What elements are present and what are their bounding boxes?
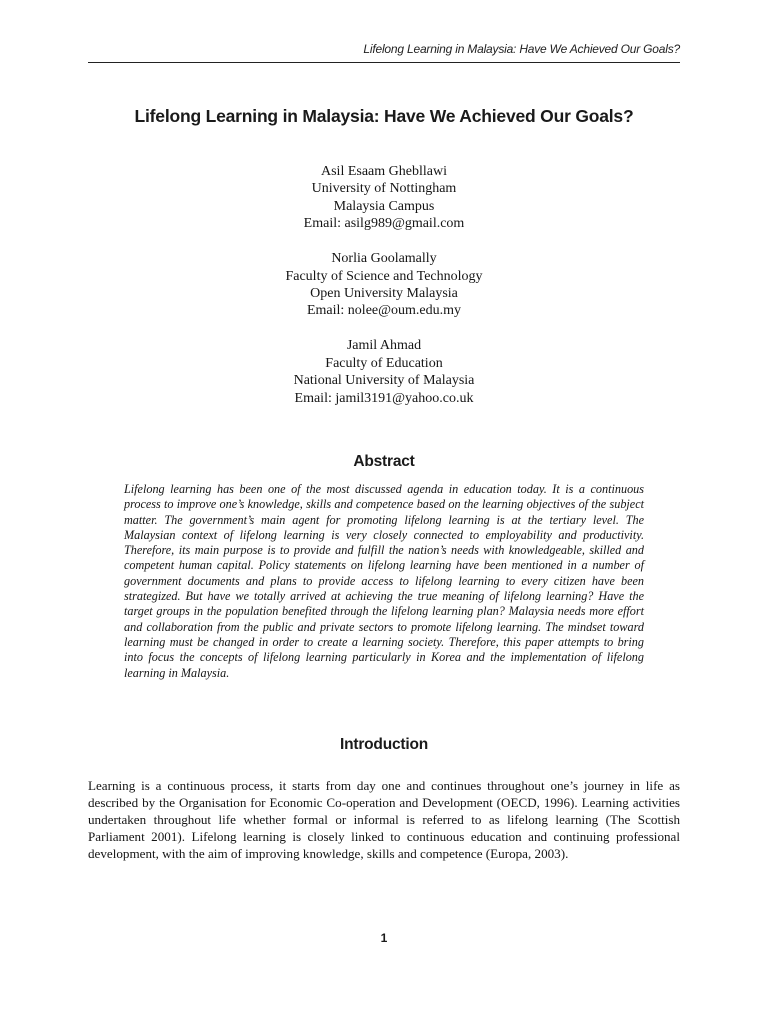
- author-block: [88, 337, 680, 407]
- abstract-text: Lifelong learning has been one of the most discussed agenda in education today. It is a continuous process to improve one’s knowledge, skills and competence based on the learning objectives of the subject matter. The government’s main agent for promoting lifelong learning is at the tertiary level. The Malaysian context of lifelong learning is very closely connected to employability and productivity. Therefore, its main purpose is to provide and fulfill the nation’s needs with knowledgeable, skilled and competent human capital. Policy statements on lifelong learning have been mentioned in a number of government documents and plans to provide access to lifelong learning to every citizen have been strategized. But have we totally arrived at achieving the true meaning of lifelong learning? Have the target groups in the population benefited through the lifelong learning plan? Malaysia needs more effort and collaboration from the public and private sectors to promote lifelong learning. The mindset toward learning must be changed in order to create a learning society. Therefore, this paper attempts to bring into focus the concepts of lifelong learning particularly in Korea and the implementation of lifelong learning in Malaysia.: [124, 482, 644, 680]
- author-name: Asil Esaam Ghebllawi: [321, 164, 447, 179]
- introduction-text: Learning is a continuous process, it starts from day one and continues throughout one’s journey in life as described by the Organisation for Economic Co-operation and Development (OECD, 1996). Learning activities undertaken throughout life whether formal or informal is referred to as lifelong learning (The Scottish Parliament 2001). Lifelong learning is closely linked to continuous education and continuing professional development, with the aim of improving knowledge, skills and competence (Europa, 2003).: [88, 778, 680, 861]
- author-affiliation: Malaysia Campus: [333, 198, 435, 214]
- paper-title: Lifelong Learning in Malaysia: Have We Achieved Our Goals?: [134, 106, 634, 126]
- introduction-heading: Introduction: [340, 736, 428, 753]
- author-block: [88, 250, 680, 320]
- author-affiliation: Open University Malaysia: [310, 286, 458, 302]
- author-list: [88, 163, 680, 425]
- running-header: Lifelong Learning in Malaysia: Have We Achieved Our Goals?: [363, 42, 680, 56]
- header-rule: [88, 62, 680, 63]
- author-affiliation: Faculty of Education: [325, 355, 443, 371]
- page-number: 1: [380, 931, 388, 945]
- author-affiliation: National University of Malaysia: [293, 373, 475, 389]
- author-name: Jamil Ahmad: [346, 338, 422, 354]
- author-email: Email: jamil3191@yahoo.co.uk: [294, 390, 474, 406]
- author-email: Email: nolee@oum.edu.my: [306, 303, 462, 319]
- author-name: Norlia Goolamally: [331, 251, 437, 267]
- author-block: [88, 163, 680, 233]
- abstract-heading: Abstract: [353, 453, 415, 470]
- author-email: Email: asilg989@gmail.com: [303, 216, 465, 232]
- author-affiliation: Faculty of Science and Technology: [285, 268, 483, 284]
- author-affiliation: University of Nottingham: [311, 181, 457, 197]
